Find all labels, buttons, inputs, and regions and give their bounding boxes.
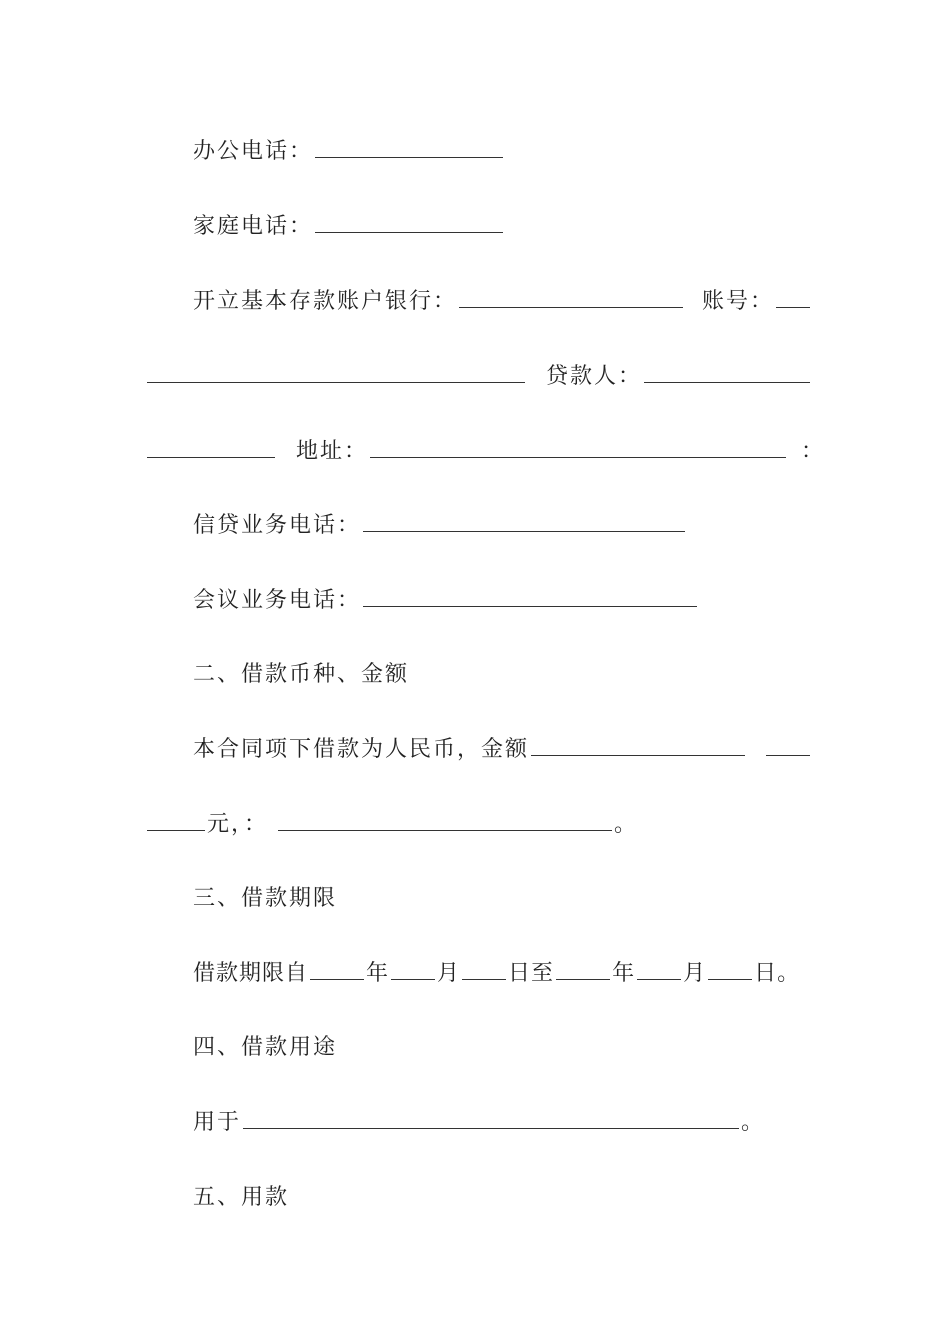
- end-month-label: 月: [683, 961, 707, 986]
- account-blank-continued[interactable]: [147, 358, 525, 383]
- end-year-blank[interactable]: [556, 955, 610, 980]
- meeting-phone-blank[interactable]: [363, 582, 697, 607]
- term-prefix: 借款期限自: [193, 961, 309, 986]
- use-prefix: 用于: [193, 1110, 242, 1135]
- yuan-period: 。: [614, 812, 639, 837]
- start-year-blank[interactable]: [310, 955, 364, 980]
- bank-label: 开立基本存款账户银行：: [193, 289, 458, 314]
- amount-line: [145, 730, 858, 770]
- lender-blank-start[interactable]: [644, 358, 810, 383]
- credit-phone-line: [145, 506, 858, 546]
- meeting-phone-label: 会议业务电话：: [193, 588, 362, 613]
- address-colon: ：: [801, 439, 826, 464]
- amount-blank[interactable]: [531, 731, 745, 756]
- start-month-label: 月: [437, 961, 461, 986]
- bank-line: [145, 282, 858, 322]
- yuan-text: 元，：: [207, 812, 269, 837]
- office-phone-label: 办公电话：: [193, 139, 314, 164]
- use-period: 。: [741, 1110, 766, 1135]
- lender-label: 贷款人：: [546, 364, 643, 389]
- yuan-line: [145, 805, 810, 845]
- amount-words-blank-start[interactable]: [766, 731, 810, 756]
- credit-phone-blank[interactable]: [363, 507, 685, 532]
- start-day-blank[interactable]: [462, 955, 506, 980]
- address-label: 地址：: [296, 439, 369, 464]
- meeting-phone-line: [145, 581, 858, 621]
- bank-blank[interactable]: [459, 283, 683, 308]
- use-blank[interactable]: [243, 1104, 739, 1129]
- start-day-label: 日至: [508, 961, 555, 986]
- section-2-title: 二、借款币种、金额: [193, 662, 410, 687]
- term-line: [145, 954, 858, 994]
- use-line: [145, 1103, 858, 1143]
- home-phone-blank[interactable]: [315, 208, 503, 233]
- lender-blank-continued[interactable]: [147, 433, 275, 458]
- account-blank-start[interactable]: [776, 283, 810, 308]
- section-5-title: 五、用款: [193, 1185, 290, 1210]
- lender-line: [145, 357, 810, 397]
- amount-words-blank-continued[interactable]: [147, 806, 205, 831]
- account-label: 账号：: [702, 289, 775, 314]
- office-phone-line: [145, 132, 858, 172]
- address-line: [145, 432, 826, 472]
- credit-phone-label: 信贷业务电话：: [193, 513, 362, 538]
- start-year-label: 年: [366, 961, 390, 986]
- yuan-blank[interactable]: [278, 806, 612, 831]
- office-phone-blank[interactable]: [315, 133, 503, 158]
- home-phone-line: [145, 207, 858, 247]
- end-month-blank[interactable]: [637, 955, 681, 980]
- amount-text: 本合同项下借款为人民币，金额: [193, 737, 530, 762]
- section-3-title: 三、借款期限: [193, 886, 338, 911]
- end-year-label: 年: [612, 961, 636, 986]
- section-4-title: 四、借款用途: [193, 1035, 338, 1060]
- start-month-blank[interactable]: [391, 955, 435, 980]
- end-day-label: 日。: [754, 961, 801, 986]
- home-phone-label: 家庭电话：: [193, 214, 314, 239]
- end-day-blank[interactable]: [708, 955, 752, 980]
- address-blank[interactable]: [370, 433, 786, 458]
